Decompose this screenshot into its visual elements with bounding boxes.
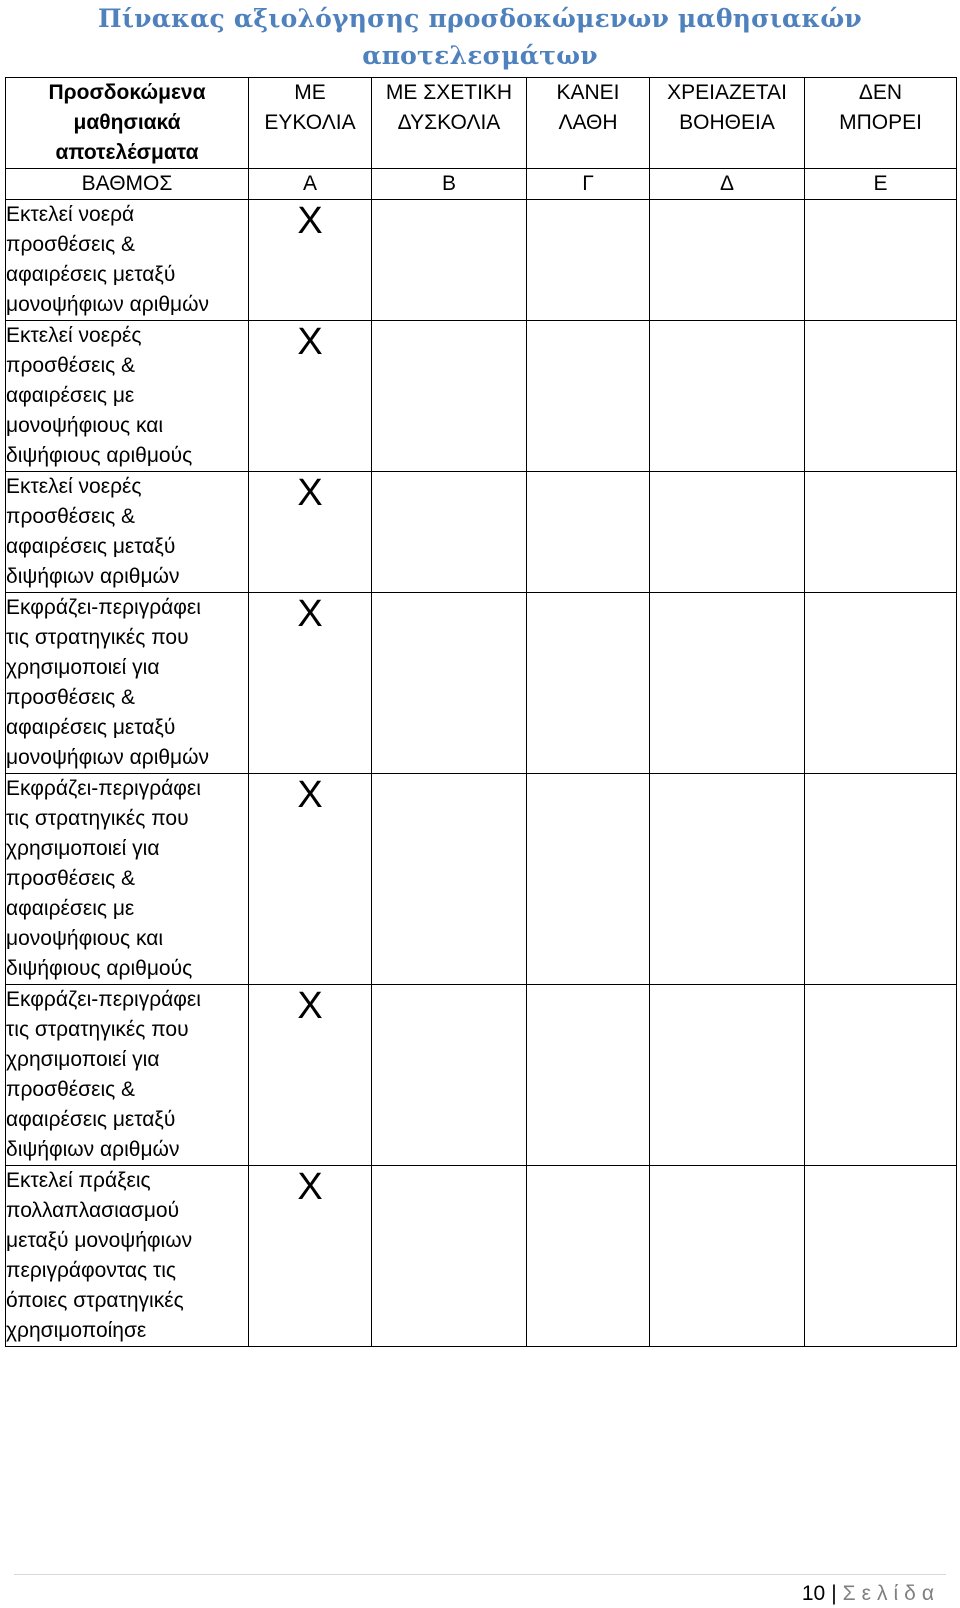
table-row — [6, 774, 957, 985]
outcome-text-line: χρησιμοποιεί για — [6, 837, 160, 860]
grade-cell-1 — [372, 593, 527, 774]
table-row — [6, 472, 957, 593]
header-text-line: ΧΡΕΙΑΖΕΤΑΙ — [667, 81, 787, 104]
outcome-text-line: αφαιρέσεις μεταξύ — [6, 535, 176, 558]
outcome-text-line: αφαιρέσεις μεταξύ — [6, 263, 176, 286]
outcome-text-line: διψήφιους αριθμούς — [6, 957, 193, 980]
grade-cell-0 — [249, 774, 372, 985]
header-text-line: ΜΕ ΣΧΕΤΙΚΗ — [385, 81, 513, 104]
grade-cell-4 — [805, 774, 957, 985]
outcome-rows — [6, 200, 957, 1347]
outcome-text-line: Εκτελεί νοερά — [6, 203, 135, 226]
outcome-text-line: πολλαπλασιασμού — [6, 1199, 180, 1222]
outcome-text-line: διψήφιους αριθμούς — [6, 444, 193, 467]
page-footer — [802, 1580, 940, 1608]
check-mark: X — [297, 472, 323, 514]
outcome-description — [6, 321, 249, 472]
header-text-line: ΔΕΝ — [858, 81, 903, 104]
grade-cell-0 — [249, 472, 372, 593]
footer-separator: | — [831, 1582, 837, 1605]
grade-cell-4 — [805, 985, 957, 1166]
outcome-text-line: προσθέσεις & — [6, 1078, 136, 1101]
grade-c: Γ — [527, 169, 650, 200]
check-mark: X — [297, 200, 323, 242]
outcome-text-line: Εκτελεί πράξεις — [6, 1169, 151, 1192]
grade-cell-1 — [372, 472, 527, 593]
outcome-description — [6, 774, 249, 985]
header-text-line: ΜΕ — [294, 81, 326, 104]
grade-a: Α — [249, 169, 372, 200]
grade-cell-3 — [650, 985, 805, 1166]
outcome-text-line: προσθέσεις & — [6, 354, 136, 377]
outcome-description — [6, 985, 249, 1166]
column-header-some-difficulty — [372, 78, 527, 169]
grade-cell-1 — [372, 1166, 527, 1347]
outcome-text-line: Εκτελεί νοερές — [6, 475, 142, 498]
outcome-text-line: Εκφράζει-περιγράφει — [6, 777, 201, 800]
grade-cell-0 — [249, 1166, 372, 1347]
outcome-text-line: μονοψήφιους και — [6, 927, 164, 950]
grade-cell-4 — [805, 1166, 957, 1347]
outcome-text-line: προσθέσεις & — [6, 686, 136, 709]
outcome-text-line: προσθέσεις & — [6, 505, 136, 528]
grade-label: ΒΑΘΜΟΣ — [6, 169, 249, 200]
outcome-text-line: προσθέσεις & — [6, 233, 136, 256]
header-text-line: ΚΑΝΕΙ — [556, 81, 620, 104]
outcome-text-line: μονοψήφιων αριθμών — [6, 293, 210, 316]
outcome-text-line: χρησιμοποίησε — [6, 1319, 147, 1342]
check-mark: X — [297, 593, 323, 635]
header-text-line: μαθησιακά — [73, 111, 181, 134]
grade-cell-0 — [249, 985, 372, 1166]
grade-cell-4 — [805, 593, 957, 774]
outcome-description — [6, 1166, 249, 1347]
outcome-text-line: όποιες στρατηγικές — [6, 1289, 184, 1312]
grade-cell-2 — [527, 321, 650, 472]
table-header-row — [6, 78, 957, 169]
check-mark: X — [297, 985, 323, 1027]
header-text-line: αποτελέσματα — [55, 141, 199, 164]
grade-cell-4 — [805, 321, 957, 472]
outcomes-column-header — [6, 78, 249, 169]
grade-cell-2 — [527, 472, 650, 593]
outcome-text-line: Εκτελεί νοερές — [6, 324, 142, 347]
outcome-text-line: αφαιρέσεις με — [6, 384, 135, 407]
page-title — [0, 0, 960, 74]
outcome-text-line: τις στρατηγικές που — [6, 807, 189, 830]
table-row — [6, 321, 957, 472]
column-header-cannot — [805, 78, 957, 169]
outcome-text-line: μονοψήφιους και — [6, 414, 164, 437]
outcome-text-line: αφαιρέσεις μεταξύ — [6, 716, 176, 739]
grade-cell-3 — [650, 200, 805, 321]
header-text-line: Προσδοκώμενα — [48, 81, 206, 104]
outcome-description — [6, 472, 249, 593]
grade-row — [6, 169, 957, 200]
outcome-text-line: μεταξύ μονοψήφιων — [6, 1229, 193, 1252]
outcome-text-line: διψήφιων αριθμών — [6, 565, 180, 588]
page-label: Σελίδα — [842, 1582, 940, 1605]
header-text-line: ΜΠΟΡΕΙ — [839, 111, 922, 134]
assessment-table — [5, 77, 957, 1347]
column-header-needs-help — [650, 78, 805, 169]
table-row — [6, 1166, 957, 1347]
outcome-text-line: περιγράφοντας τις — [6, 1259, 177, 1282]
grade-b: Β — [372, 169, 527, 200]
outcome-text-line: μονοψήφιων αριθμών — [6, 746, 210, 769]
grade-cell-2 — [527, 200, 650, 321]
column-header-makes-mistakes — [527, 78, 650, 169]
grade-cell-3 — [650, 593, 805, 774]
page-number: 10 — [801, 1582, 826, 1605]
grade-cell-3 — [650, 774, 805, 985]
table-row — [6, 593, 957, 774]
grade-cell-3 — [650, 321, 805, 472]
page-title-line-2: αποτελεσμάτων — [362, 41, 598, 70]
outcome-text-line: αφαιρέσεις μεταξύ — [6, 1108, 176, 1131]
grade-cell-3 — [650, 472, 805, 593]
table-row — [6, 985, 957, 1166]
grade-cell-0 — [249, 200, 372, 321]
outcome-text-line: χρησιμοποιεί για — [6, 1048, 160, 1071]
outcome-description — [6, 200, 249, 321]
grade-e: Ε — [805, 169, 957, 200]
grade-cell-4 — [805, 472, 957, 593]
outcome-text-line: προσθέσεις & — [6, 867, 136, 890]
outcome-text-line: χρησιμοποιεί για — [6, 656, 160, 679]
grade-cell-2 — [527, 985, 650, 1166]
outcome-text-line: διψήφιων αριθμών — [6, 1138, 180, 1161]
grade-cell-0 — [249, 593, 372, 774]
header-text-line: ΔΥΣΚΟΛΙΑ — [397, 111, 501, 134]
header-text-line: ΛΑΘΗ — [558, 111, 618, 134]
header-text-line: ΕΥΚΟΛΙΑ — [264, 111, 356, 134]
grade-d: Δ — [650, 169, 805, 200]
grade-cell-0 — [249, 321, 372, 472]
outcome-text-line: Εκφράζει-περιγράφει — [6, 596, 201, 619]
grade-cell-1 — [372, 985, 527, 1166]
grade-cell-2 — [527, 774, 650, 985]
check-mark: X — [297, 774, 323, 816]
grade-cell-1 — [372, 200, 527, 321]
outcome-text-line: τις στρατηγικές που — [6, 1018, 189, 1041]
column-header-easily — [249, 78, 372, 169]
grade-cell-2 — [527, 1166, 650, 1347]
grade-cell-3 — [650, 1166, 805, 1347]
grade-cell-1 — [372, 774, 527, 985]
header-text-line: ΒΟΗΘΕΙΑ — [679, 111, 775, 134]
outcome-description — [6, 593, 249, 774]
footer-divider — [14, 1574, 946, 1575]
outcome-text-line: Εκφράζει-περιγράφει — [6, 988, 201, 1011]
outcome-text-line: τις στρατηγικές που — [6, 626, 189, 649]
outcome-text-line: αφαιρέσεις με — [6, 897, 135, 920]
grade-cell-4 — [805, 200, 957, 321]
check-mark: X — [297, 1166, 323, 1208]
page-title-line-1: Πίνακας αξιολόγησης προσδοκώμενων μαθησιακών — [98, 4, 862, 33]
table-row — [6, 200, 957, 321]
grade-cell-2 — [527, 593, 650, 774]
check-mark: X — [297, 321, 323, 363]
grade-cell-1 — [372, 321, 527, 472]
